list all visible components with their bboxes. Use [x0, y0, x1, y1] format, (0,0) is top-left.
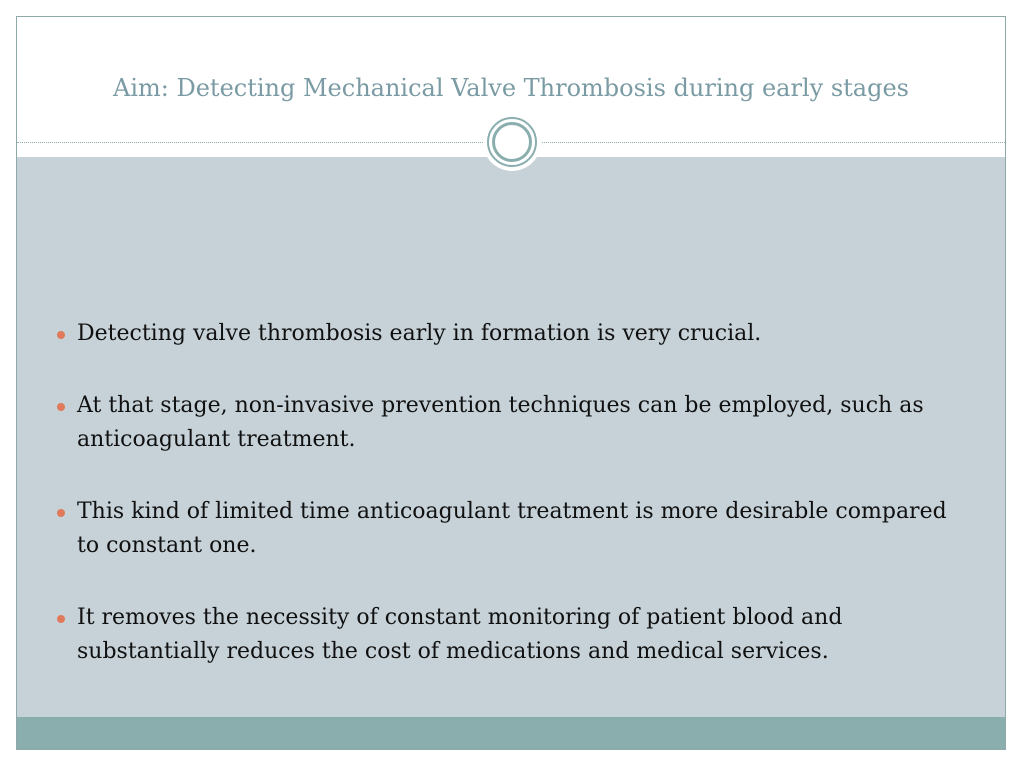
slide-title: Aim: Detecting Mechanical Valve Thrombosis during early stages	[113, 74, 909, 102]
bullet-text: It removes the necessity of constant monitoring of patient blood and substantially reduces the cost of medications and medical services.	[77, 605, 843, 664]
ring-inner-stroke	[492, 122, 532, 162]
bullet-dot-icon	[57, 331, 65, 339]
footer-band	[17, 717, 1005, 750]
bullet-item	[57, 495, 957, 563]
bullet-list	[57, 317, 957, 707]
bullet-text: This kind of limited time anticoagulant treatment is more desirable compared to constant one.	[77, 499, 947, 558]
bullet-text: Detecting valve thrombosis early in formation is very crucial.	[77, 321, 762, 346]
content-area	[17, 157, 1005, 717]
slide	[16, 16, 1006, 750]
bullet-item	[57, 601, 957, 669]
bullet-item	[57, 317, 957, 351]
bullet-dot-icon	[57, 403, 65, 411]
bullet-text: At that stage, non-invasive prevention techniques can be employed, such as anticoagulant treatment.	[77, 393, 924, 452]
bullet-dot-icon	[57, 615, 65, 623]
bullet-dot-icon	[57, 509, 65, 517]
bullet-item	[57, 389, 957, 457]
